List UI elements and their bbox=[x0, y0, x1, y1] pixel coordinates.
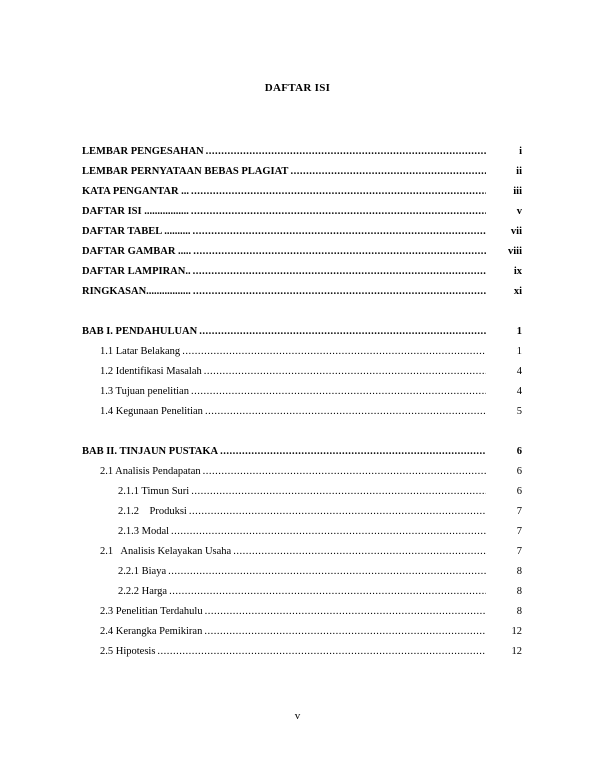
toc-entry[interactable] bbox=[82, 546, 522, 566]
toc-label: 2.4 Kerangka Pemikiran bbox=[100, 626, 203, 637]
toc-entry[interactable] bbox=[82, 586, 522, 606]
toc-page: 7 bbox=[516, 506, 522, 517]
toc-entry[interactable] bbox=[82, 646, 522, 666]
dot-leader bbox=[233, 546, 486, 557]
toc-page: 1 bbox=[516, 326, 522, 337]
toc-label: 1.3 Tujuan penelitian bbox=[100, 386, 189, 397]
table-of-contents bbox=[82, 146, 522, 666]
dot-leader bbox=[205, 606, 486, 617]
toc-page: ii bbox=[516, 166, 522, 177]
dot-leader bbox=[193, 286, 486, 297]
page-title: DAFTAR ISI bbox=[264, 82, 331, 94]
toc-entry[interactable] bbox=[82, 186, 522, 206]
toc-label: 2.2.2 Harga bbox=[118, 586, 168, 597]
toc-page: 12 bbox=[511, 626, 522, 637]
toc-entry[interactable] bbox=[82, 346, 522, 366]
dot-leader bbox=[191, 206, 486, 217]
dot-leader bbox=[169, 586, 486, 597]
toc-label: 2.2.1 Biaya bbox=[118, 566, 167, 577]
dot-leader bbox=[193, 246, 486, 257]
toc-label: 2.1 Analisis Pendapatan bbox=[100, 466, 201, 477]
toc-page: v bbox=[516, 206, 522, 217]
toc-label: 2.1 Analisis Kelayakan Usaha bbox=[100, 546, 232, 557]
dot-leader bbox=[290, 166, 486, 177]
toc-label: 2.5 Hipotesis bbox=[100, 646, 156, 657]
dot-leader bbox=[191, 486, 486, 497]
toc-label: 1.1 Latar Belakang bbox=[100, 346, 181, 357]
toc-label: 2.1.3 Modal bbox=[118, 526, 170, 537]
toc-label: 2.1.2 Produksi bbox=[118, 506, 187, 517]
toc-entry[interactable] bbox=[82, 566, 522, 586]
dot-leader bbox=[171, 526, 486, 537]
toc-entry[interactable] bbox=[82, 626, 522, 646]
toc-entry[interactable] bbox=[82, 386, 522, 406]
toc-page: 8 bbox=[516, 566, 522, 577]
toc-page: 6 bbox=[516, 486, 522, 497]
section-spacer bbox=[82, 426, 522, 446]
toc-label: DAFTAR TABEL .......... bbox=[82, 226, 191, 237]
toc-page: 7 bbox=[516, 526, 522, 537]
toc-page: 4 bbox=[516, 366, 522, 377]
toc-label: BAB II. TINJAUN PUSTAKA bbox=[82, 446, 219, 457]
toc-page: vii bbox=[510, 226, 522, 237]
toc-entry[interactable] bbox=[82, 166, 522, 186]
dot-leader bbox=[182, 346, 486, 357]
toc-label: RINGKASAN................. bbox=[82, 286, 191, 297]
dot-leader bbox=[189, 506, 486, 517]
toc-entry[interactable] bbox=[82, 226, 522, 246]
toc-page: 6 bbox=[516, 466, 522, 477]
toc-page: 12 bbox=[511, 646, 522, 657]
toc-entry[interactable] bbox=[82, 246, 522, 266]
dot-leader bbox=[204, 366, 486, 377]
dot-leader bbox=[191, 186, 486, 197]
toc-label: LEMBAR PENGESAHAN bbox=[82, 146, 204, 157]
toc-entry[interactable] bbox=[82, 606, 522, 626]
toc-entry[interactable] bbox=[82, 266, 522, 286]
dot-leader bbox=[204, 626, 486, 637]
toc-page: i bbox=[519, 146, 522, 157]
toc-entry[interactable] bbox=[82, 466, 522, 486]
dot-leader bbox=[205, 406, 486, 417]
toc-page: 5 bbox=[516, 406, 522, 417]
toc-page: 8 bbox=[516, 586, 522, 597]
toc-entry[interactable] bbox=[82, 206, 522, 226]
toc-page: ix bbox=[513, 266, 522, 277]
toc-label: LEMBAR PERNYATAAN BEBAS PLAGIAT bbox=[82, 166, 289, 177]
toc-label: 2.3 Penelitian Terdahulu bbox=[100, 606, 203, 617]
toc-page: 7 bbox=[516, 546, 522, 557]
toc-chapter[interactable] bbox=[82, 446, 522, 466]
toc-chapter[interactable] bbox=[82, 326, 522, 346]
toc-label: KATA PENGANTAR ... bbox=[82, 186, 190, 197]
toc-page: 8 bbox=[516, 606, 522, 617]
dot-leader bbox=[203, 466, 486, 477]
dot-leader bbox=[168, 566, 486, 577]
toc-label: DAFTAR GAMBAR ..... bbox=[82, 246, 192, 257]
toc-page: xi bbox=[513, 286, 522, 297]
toc-label: 1.4 Kegunaan Penelitian bbox=[100, 406, 203, 417]
toc-entry[interactable] bbox=[82, 486, 522, 506]
toc-page: 4 bbox=[516, 386, 522, 397]
page-number: v bbox=[294, 710, 301, 722]
toc-entry[interactable] bbox=[82, 406, 522, 426]
dot-leader bbox=[157, 646, 486, 657]
dot-leader bbox=[220, 446, 486, 457]
toc-page: viii bbox=[507, 246, 522, 257]
toc-label: BAB I. PENDAHULUAN bbox=[82, 326, 198, 337]
toc-page: 6 bbox=[516, 446, 522, 457]
dot-leader bbox=[199, 326, 486, 337]
toc-entry[interactable] bbox=[82, 526, 522, 546]
toc-label: 1.2 Identifikasi Masalah bbox=[100, 366, 202, 377]
toc-label: DAFTAR ISI ................. bbox=[82, 206, 189, 217]
section-spacer bbox=[82, 306, 522, 326]
dot-leader bbox=[191, 386, 486, 397]
dot-leader bbox=[193, 226, 486, 237]
toc-entry[interactable] bbox=[82, 286, 522, 306]
toc-entry[interactable] bbox=[82, 366, 522, 386]
toc-page: 1 bbox=[516, 346, 522, 357]
toc-page: iii bbox=[513, 186, 522, 197]
toc-label: 2.1.1 Timun Suri bbox=[118, 486, 190, 497]
dot-leader bbox=[206, 146, 486, 157]
toc-entry[interactable] bbox=[82, 146, 522, 166]
dot-leader bbox=[193, 266, 486, 277]
toc-label: DAFTAR LAMPIRAN.. bbox=[82, 266, 191, 277]
toc-entry[interactable] bbox=[82, 506, 522, 526]
